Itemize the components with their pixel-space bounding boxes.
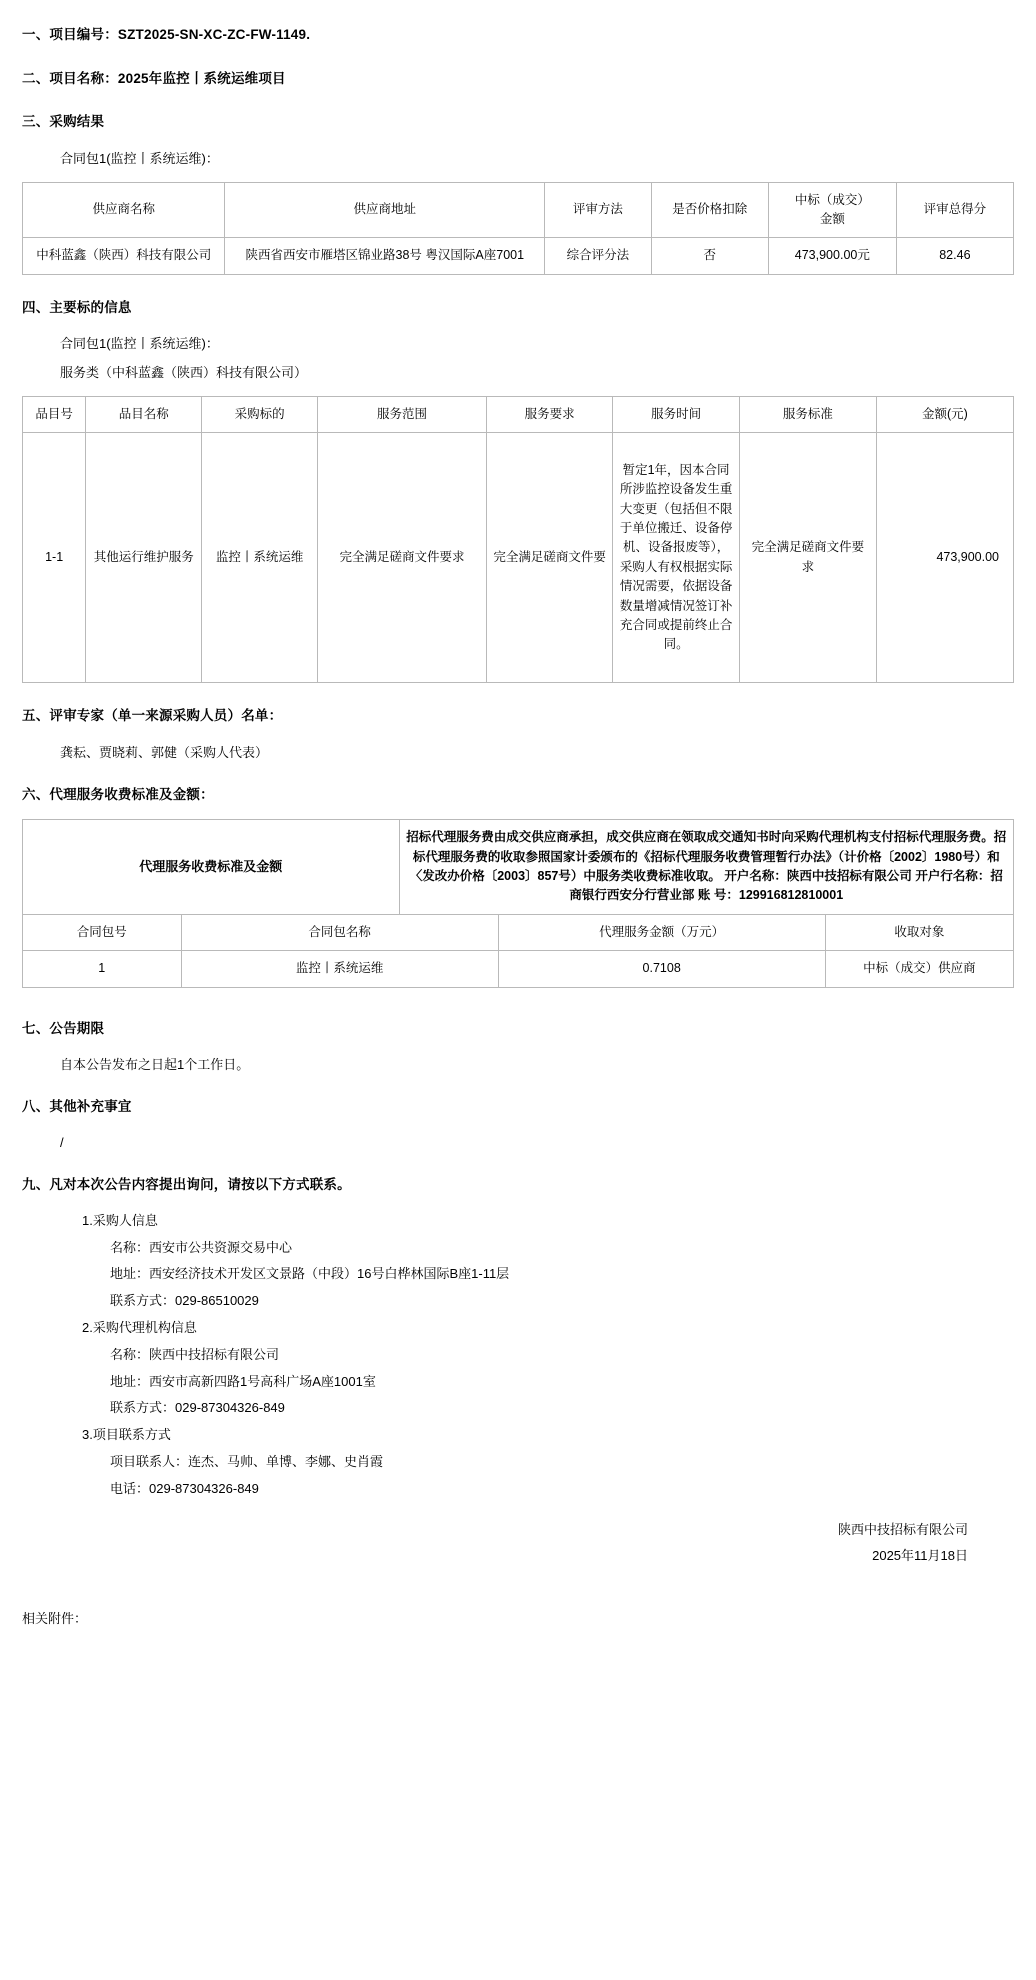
col-item-no: 品目号	[23, 396, 86, 432]
contact-group-project	[22, 1422, 1014, 1502]
cell-price-deduction: 否	[651, 238, 768, 274]
table-header-row	[23, 182, 1014, 238]
col-price-deduction: 是否价格扣除	[651, 182, 768, 238]
col-service-requirement: 服务要求	[486, 396, 613, 432]
section-project-number	[22, 14, 1014, 52]
target-category-label: 服务类（中科蓝鑫（陕西）科技有限公司）	[60, 365, 308, 381]
footer-date: 2025年11月18日	[872, 1547, 968, 1563]
section-experts-title: 五、评审专家（单一来源采购人员）名单：	[22, 708, 283, 724]
project-number-value: SZT2025-SN-XC-ZC-FW-1149.	[117, 27, 311, 42]
cell-package-name: 监控丨系统运维	[181, 951, 498, 987]
col-total-score: 评审总得分	[896, 182, 1013, 238]
main-target-table	[22, 396, 1014, 683]
contact-line: 联系方式：029-86510029	[110, 1293, 259, 1309]
cell-item-name: 其他运行维护服务	[86, 433, 202, 683]
section-contact-title: 九、凡对本次公告内容提出询问，请按以下方式联系。	[22, 1177, 351, 1193]
section-main-target-title: 四、主要标的信息	[22, 299, 132, 315]
contact-line: 名称：陕西中技招标有限公司	[110, 1346, 280, 1362]
table-header-row	[23, 396, 1014, 432]
col-winning-amount-line1: 中标（成交）	[794, 192, 870, 207]
result-package-label: 合同包1(监控丨系统运维)：	[60, 150, 219, 166]
contact-heading: 1.采购人信息	[82, 1212, 158, 1228]
col-purchase-target: 采购标的	[202, 396, 318, 432]
cell-fee-payer: 中标（成交）供应商	[825, 951, 1013, 987]
col-fee-amount: 代理服务金额（万元）	[498, 914, 825, 950]
other-matters-text: /	[60, 1135, 64, 1151]
table-row	[23, 433, 1014, 683]
cell-item-no: 1-1	[23, 433, 86, 683]
col-item-name: 品目名称	[86, 396, 202, 432]
section-project-name-label: 二、项目名称：	[22, 70, 118, 86]
col-service-time: 服务时间	[613, 396, 740, 432]
cell-service-time: 暂定1年，因本合同所涉监控设备发生重大变更（包括但不限于单位搬迁、设备停机、设备报废等），采购人有权根据实际情况需要，依据设备数量增减情况签订补充合同或提前终止合同。	[613, 433, 740, 683]
contact-line: 地址：西安市高新四路1号高科广场A座1001室	[110, 1373, 376, 1389]
col-fee-payer: 收取对象	[825, 914, 1013, 950]
section-other-matters-title: 八、其他补充事宜	[22, 1098, 132, 1114]
col-package-no: 合同包号	[23, 914, 182, 950]
cell-fee-amount: 0.7108	[498, 951, 825, 987]
contact-line: 项目联系人：连杰、马帅、单博、李娜、史肖霞	[110, 1454, 384, 1470]
procurement-result-table	[22, 182, 1014, 275]
col-item-amount: 金额(元)	[876, 396, 1013, 432]
document-footer	[22, 1517, 1014, 1569]
table-row	[23, 238, 1014, 274]
contact-line: 电话：029-87304326-849	[110, 1480, 259, 1496]
section-project-number-label: 一、项目编号：	[22, 27, 118, 42]
contact-group-agency	[22, 1315, 1014, 1422]
cell-item-amount: 473,900.00	[876, 433, 1013, 683]
cell-service-scope: 完全满足磋商文件要求	[318, 433, 487, 683]
cell-service-requirement: 完全满足磋商文件要	[486, 433, 613, 683]
project-name-value: 2025年监控丨系统运维项目	[117, 70, 286, 86]
cell-winning-amount: 473,900.00元	[768, 238, 896, 274]
col-winning-amount-line2: 金额	[819, 211, 845, 226]
attachment-label: 相关附件：	[22, 1610, 88, 1626]
agency-fee-table	[22, 914, 1014, 988]
table-row	[23, 820, 1014, 915]
agency-fee-description-table	[22, 819, 1014, 915]
table-header-row	[23, 914, 1014, 950]
target-package-label: 合同包1(监控丨系统运维)：	[60, 336, 219, 352]
cell-purchase-target: 监控丨系统运维	[202, 433, 318, 683]
contact-line: 名称：西安市公共资源交易中心	[110, 1239, 293, 1255]
contact-line: 地址：西安经济技术开发区文景路（中段）16号白桦林国际B座1-11层	[110, 1266, 510, 1282]
table-row	[23, 951, 1014, 987]
cell-supplier-name: 中科蓝鑫（陕西）科技有限公司	[23, 238, 225, 274]
col-review-method: 评审方法	[545, 182, 652, 238]
col-supplier-address: 供应商地址	[225, 182, 545, 238]
cell-review-method: 综合评分法	[545, 238, 652, 274]
contact-heading: 3.项目联系方式	[82, 1427, 171, 1443]
col-winning-amount	[768, 182, 896, 238]
col-package-name: 合同包名称	[181, 914, 498, 950]
contact-line: 联系方式：029-87304326-849	[110, 1400, 285, 1416]
section-project-name	[22, 58, 1014, 96]
cell-total-score: 82.46	[896, 238, 1013, 274]
cell-fee-label: 代理服务收费标准及金额	[23, 820, 400, 915]
cell-service-standard: 完全满足磋商文件要求	[739, 433, 876, 683]
cell-fee-description: 招标代理服务费由成交供应商承担，成交供应商在领取成交通知书时向采购代理机构支付招标代理服务费。招标代理服务费的收取参照国家计委颁布的《招标代理服务收费管理暂行办法》（计价格〔2002〕1980号）和〈发改办价格〔2003〕857号）中服务类收费标准收取。 开户名称：陕西中技招标有限公司 开户行名称：招商银行西安分行营业部 账 号：129916812810001	[399, 820, 1013, 915]
contact-heading: 2.采购代理机构信息	[82, 1320, 197, 1336]
col-service-standard: 服务标准	[739, 396, 876, 432]
notice-period-text: 自本公告发布之日起1个工作日。	[60, 1057, 250, 1073]
cell-supplier-address: 陕西省西安市雁塔区锦业路38号 粤汉国际A座7001	[225, 238, 545, 274]
section-notice-period-title: 七、公告期限	[22, 1020, 105, 1036]
cell-package-no: 1	[23, 951, 182, 987]
footer-company: 陕西中技招标有限公司	[837, 1521, 968, 1537]
contact-group-purchaser	[22, 1208, 1014, 1315]
experts-names: 龚耘、贾晓莉、郭健（采购人代表）	[60, 744, 269, 760]
section-agency-fee-title: 六、代理服务收费标准及金额：	[22, 786, 214, 802]
section-procurement-result-title: 三、采购结果	[22, 114, 105, 130]
col-supplier-name: 供应商名称	[23, 182, 225, 238]
col-service-scope: 服务范围	[318, 396, 487, 432]
